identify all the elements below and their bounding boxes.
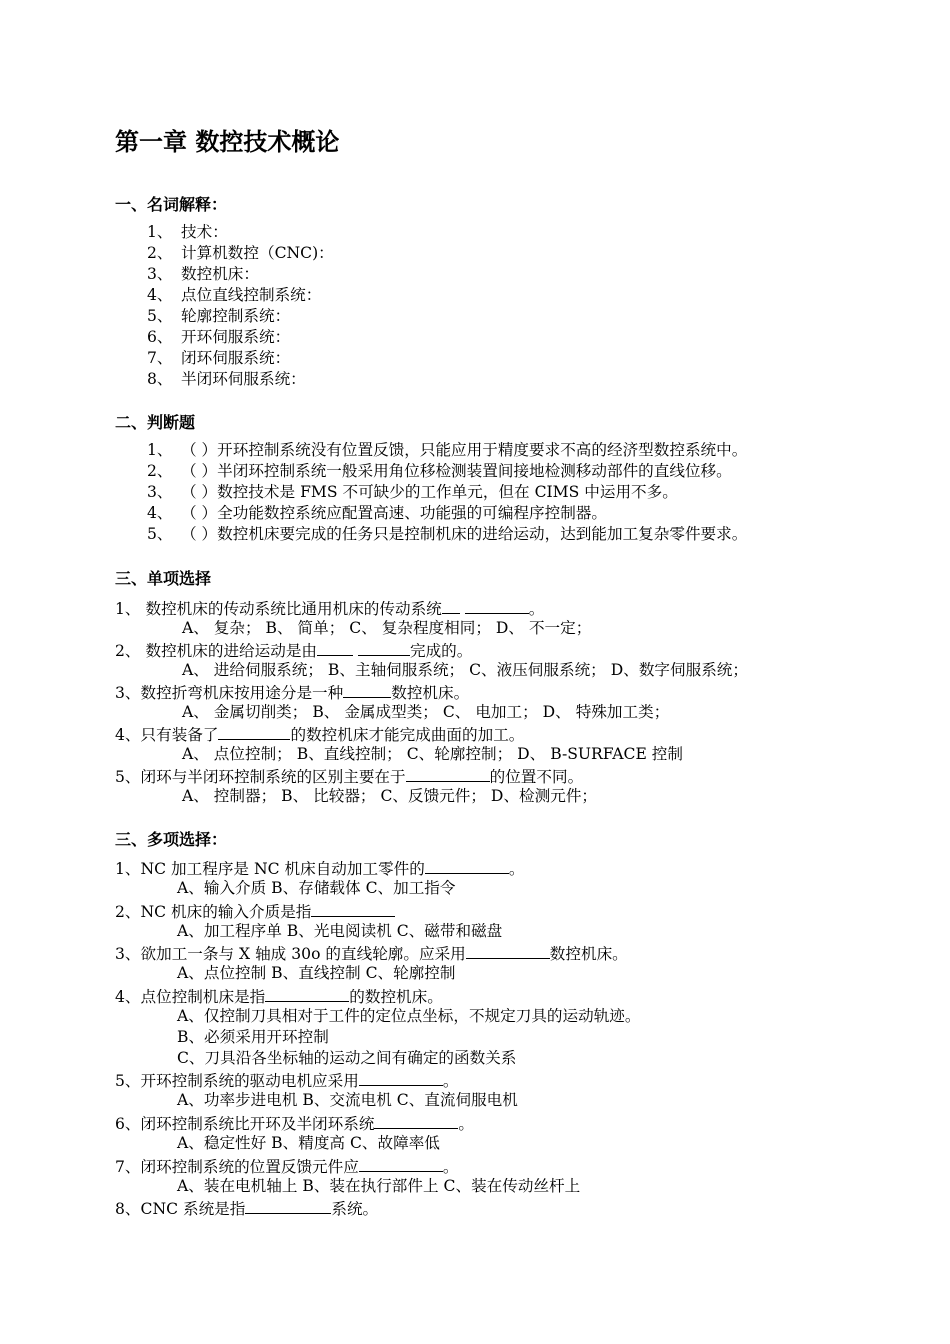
answer-options: A、仅控制刀具相对于工件的定位点坐标，不规定刀具的运动轨迹。: [177, 1007, 641, 1025]
question: 4、点位控制机床是指 的数控机床。: [115, 985, 443, 1008]
question: 4、只有装备了 的数控机床才能完成曲面的加工。: [115, 723, 524, 746]
answer-options: B、必须采用开环控制: [177, 1028, 329, 1046]
list-item: 1、 （ ）开环控制系统没有位置反馈，只能应用于精度要求不高的经济型数控系统中。: [147, 441, 748, 459]
chapter-title: 第一章 数控技术概论: [115, 128, 340, 156]
list-item: 7、 闭环伺服系统：: [147, 349, 291, 367]
answer-options: A、输入介质 B、存储载体 C、加工指令: [177, 879, 456, 897]
answer-options: A、点位控制 B、直线控制 C、轮廓控制: [177, 964, 456, 982]
list-item: 6、 开环伺服系统：: [147, 328, 291, 346]
question: 1、NC 加工程序是 NC 机床自动加工零件的 。: [115, 857, 524, 880]
list-item: 2、 （ ）半闭环控制系统一般采用角位移检测装置间接地检测移动部件的直线位移。: [147, 462, 732, 480]
question: 5、闭环与半闭环控制系统的区别主要在于 的位置不同。: [115, 765, 583, 788]
answer-options: A、 进给伺服系统； B、主轴伺服系统； C、液压伺服系统； D、数字伺服系统；: [182, 661, 748, 679]
question: 1、 数控机床的传动系统比通用机床的传动系统 。: [115, 597, 544, 620]
list-item: 3、 （ ）数控技术是 FMS 不可缺少的工作单元，但在 CIMS 中运用不多。: [147, 483, 678, 501]
question: 2、NC 机床的输入介质是指: [115, 900, 395, 923]
section-heading-terms: 一、名词解释：: [115, 195, 228, 214]
question: 5、开环控制系统的驱动电机应采用 。: [115, 1069, 458, 1092]
answer-options: A、 复杂； B、 简单； C、 复杂程度相同； D、 不一定；: [182, 619, 592, 637]
question: 3、欲加工一条与 X 轴成 30o 的直线轮廓。应采用 数控机床。: [115, 942, 628, 965]
section-heading-multiple-choice: 三、多项选择：: [115, 830, 228, 849]
list-item: 5、 （ ）数控机床要完成的任务只是控制机床的进给运动，达到能加工复杂零件要求。: [147, 525, 748, 543]
list-item: 4、 点位直线控制系统：: [147, 286, 322, 304]
section-heading-judgement: 二、判断题: [115, 413, 196, 432]
list-item: 5、 轮廓控制系统：: [147, 307, 291, 325]
question: 3、数控折弯机床按用途分是一种 数控机床。: [115, 681, 469, 704]
question: 6、闭环控制系统比开环及半闭环系统 。: [115, 1112, 474, 1135]
question: 7、闭环控制系统的位置反馈元件应 。: [115, 1155, 458, 1178]
list-item: 1、 技术：: [147, 223, 228, 241]
answer-options: A、功率步进电机 B、交流电机 C、直流伺服电机: [177, 1091, 518, 1109]
answer-options: A、 控制器； B、 比较器； C、反馈元件； D、检测元件；: [182, 787, 598, 805]
answer-options: A、装在电机轴上 B、装在执行部件上 C、装在传动丝杆上: [177, 1177, 581, 1195]
list-item: 8、 半闭环伺服系统：: [147, 370, 306, 388]
answer-options: A、 点位控制； B、直线控制； C、轮廓控制； D、 B-SURFACE 控制: [182, 745, 683, 763]
list-item: 3、 数控机床：: [147, 265, 259, 283]
answer-options: C、刀具沿各坐标轴的运动之间有确定的函数关系: [177, 1049, 517, 1067]
question: 8、CNC 系统是指 系统。: [115, 1197, 378, 1220]
answer-options: A、稳定性好 B、精度高 C、故障率低: [177, 1134, 440, 1152]
answer-options: A、加工程序单 B、光电阅读机 C、磁带和磁盘: [177, 922, 503, 940]
list-item: 2、 计算机数控（CNC)：: [147, 244, 334, 262]
list-item: 4、 （ ）全功能数控系统应配置高速、功能强的可编程序控制器。: [147, 504, 607, 522]
answer-options: A、 金属切削类； B、 金属成型类； C、 电加工； D、 特殊加工类；: [182, 703, 670, 721]
section-heading-single-choice: 三、单项选择: [115, 569, 212, 588]
question: 2、 数控机床的进给运动是由 完成的。: [115, 639, 472, 662]
